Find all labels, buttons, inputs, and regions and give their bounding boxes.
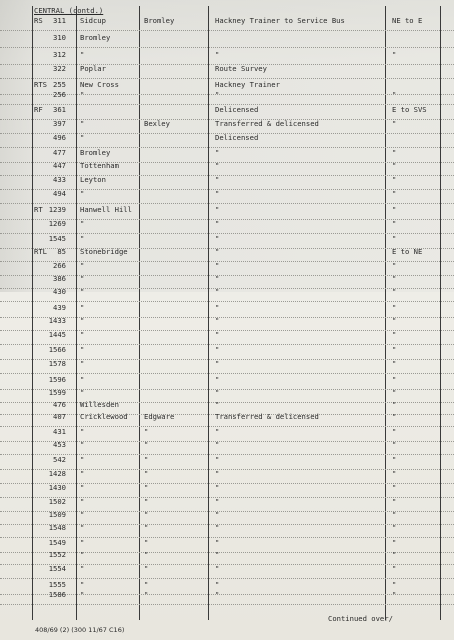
code-cell: " [392, 205, 397, 214]
fleet-number: 1554 [48, 564, 66, 573]
transfer-to-cell: " [144, 427, 149, 436]
remarks-cell: " [215, 148, 220, 157]
transfer-to-cell: " [144, 483, 149, 492]
fleet-number: 311 [53, 16, 66, 25]
remarks-cell: " [215, 234, 220, 243]
garage-cell: Bromley [80, 148, 111, 157]
garage-cell: " [80, 590, 85, 599]
garage-cell: " [80, 580, 85, 589]
transfer-to-cell: " [144, 538, 149, 547]
fleet-number: 1445 [48, 330, 66, 339]
code-cell: " [392, 412, 397, 421]
fleet-number: 1599 [48, 388, 66, 397]
code-cell: " [392, 330, 397, 339]
fleet-number: 453 [53, 440, 66, 449]
vehicle-class: RS [34, 16, 43, 25]
remarks-cell: " [215, 50, 220, 59]
code-cell: " [392, 427, 397, 436]
remarks-cell: " [215, 483, 220, 492]
transfer-to-cell: " [144, 440, 149, 449]
garage-cell: Stonebridge [80, 247, 128, 256]
garage-cell: " [80, 483, 85, 492]
transfer-to-cell: " [144, 564, 149, 573]
code-cell: " [392, 50, 397, 59]
vehicle-class: RTL [34, 247, 47, 256]
code-cell: " [392, 90, 397, 99]
code-cell: " [392, 287, 397, 296]
garage-cell: " [80, 50, 85, 59]
garage-cell: " [80, 345, 85, 354]
fleet-number: 1578 [48, 359, 66, 368]
fleet-number: 1545 [48, 234, 66, 243]
code-cell: E to SVS [392, 105, 427, 114]
garage-cell: " [80, 133, 85, 142]
code-cell: " [392, 590, 397, 599]
remarks-cell: Transferred & delicensed [215, 119, 319, 128]
transfer-to-cell: " [144, 469, 149, 478]
garage-cell: " [80, 189, 85, 198]
remarks-cell: " [215, 205, 220, 214]
remarks-cell: Hackney Trainer [215, 80, 280, 89]
code-cell: " [392, 469, 397, 478]
transfer-to-cell: Bromley [144, 16, 175, 25]
remarks-cell: " [215, 440, 220, 449]
remarks-cell: " [215, 590, 220, 599]
fleet-number: 1430 [48, 483, 66, 492]
code-cell: " [392, 483, 397, 492]
code-cell: E to NE [392, 247, 423, 256]
fleet-number: 361 [53, 105, 66, 114]
garage-cell: " [80, 497, 85, 506]
vehicle-class: RT [34, 205, 43, 214]
vehicle-class: RTS [34, 80, 47, 89]
code-cell: " [392, 261, 397, 270]
remarks-cell: Route Survey [215, 64, 267, 73]
code-cell: " [392, 303, 397, 312]
code-cell: " [392, 400, 397, 409]
code-cell: " [392, 148, 397, 157]
vehicle-class: RF [34, 105, 43, 114]
fleet-number: 1428 [48, 469, 66, 478]
remarks-cell: Hackney Trainer to Service Bus [215, 16, 345, 25]
code-cell: " [392, 234, 397, 243]
code-cell: " [392, 564, 397, 573]
garage-cell: " [80, 90, 85, 99]
code-cell: " [392, 497, 397, 506]
table-row [0, 13, 454, 31]
code-cell: NE to E [392, 16, 423, 25]
garage-cell: " [80, 119, 85, 128]
fleet-number: 1502 [48, 497, 66, 506]
garage-cell: Leyton [80, 175, 106, 184]
fleet-number: 407 [53, 412, 66, 421]
fleet-number: 1586 [48, 590, 66, 599]
remarks-cell: " [215, 538, 220, 547]
code-cell: " [392, 219, 397, 228]
remarks-cell: " [215, 375, 220, 384]
fleet-number: 312 [53, 50, 66, 59]
fleet-number: 542 [53, 455, 66, 464]
garage-cell: " [80, 388, 85, 397]
fleet-number: 477 [53, 148, 66, 157]
fleet-number: 266 [53, 261, 66, 270]
code-cell: " [392, 580, 397, 589]
remarks-cell: " [215, 303, 220, 312]
fleet-number: 1433 [48, 316, 66, 325]
remarks-cell: " [215, 510, 220, 519]
code-cell: " [392, 388, 397, 397]
garage-cell: Bromley [80, 33, 111, 42]
remarks-cell: " [215, 287, 220, 296]
fleet-number: 386 [53, 274, 66, 283]
code-cell: " [392, 345, 397, 354]
code-cell: " [392, 274, 397, 283]
garage-cell: " [80, 440, 85, 449]
garage-cell: " [80, 427, 85, 436]
code-cell: " [392, 359, 397, 368]
fleet-number: 433 [53, 175, 66, 184]
table-row [0, 30, 454, 48]
remarks-cell: Delicensed [215, 133, 259, 142]
code-cell: " [392, 119, 397, 128]
remarks-cell: " [215, 580, 220, 589]
garage-cell: " [80, 523, 85, 532]
garage-cell: " [80, 564, 85, 573]
remarks-cell: " [215, 455, 220, 464]
remarks-cell: " [215, 523, 220, 532]
transfer-to-cell: Edgware [144, 412, 175, 421]
remarks-cell: " [215, 564, 220, 573]
transfer-to-cell: " [144, 580, 149, 589]
transfer-to-cell: " [144, 590, 149, 599]
section-heading: CENTRAL (contd.) [34, 6, 104, 15]
code-cell: " [392, 538, 397, 547]
transfer-to-cell: " [144, 510, 149, 519]
garage-cell: Poplar [80, 64, 106, 73]
remarks-cell: " [215, 274, 220, 283]
fleet-number: 397 [53, 119, 66, 128]
remarks-cell: " [215, 497, 220, 506]
garage-cell: " [80, 455, 85, 464]
garage-cell: " [80, 510, 85, 519]
garage-cell: Cricklewood [80, 412, 128, 421]
remarks-cell: " [215, 330, 220, 339]
code-cell: " [392, 455, 397, 464]
garage-cell: " [80, 550, 85, 559]
garage-cell: Hanwell Hill [80, 205, 132, 214]
fleet-number: 310 [53, 33, 66, 42]
form-reference: 408/69 (2) (300 11/67 C16) [35, 626, 125, 634]
garage-cell: " [80, 359, 85, 368]
remarks-cell: " [215, 359, 220, 368]
remarks-cell: " [215, 247, 220, 256]
garage-cell: Tottenham [80, 161, 119, 170]
code-cell: " [392, 550, 397, 559]
garage-cell: " [80, 469, 85, 478]
garage-cell: " [80, 261, 85, 270]
garage-cell: New Cross [80, 80, 119, 89]
fleet-number: 85 [57, 247, 66, 256]
fleet-number: 1596 [48, 375, 66, 384]
remarks-cell: " [215, 90, 220, 99]
fleet-number: 1549 [48, 538, 66, 547]
remarks-cell: Delicensed [215, 105, 259, 114]
fleet-number: 1555 [48, 580, 66, 589]
code-cell: " [392, 161, 397, 170]
table-row [0, 587, 454, 605]
remarks-cell: " [215, 427, 220, 436]
fleet-number: 255 [53, 80, 66, 89]
fleet-number: 494 [53, 189, 66, 198]
garage-cell: " [80, 219, 85, 228]
garage-cell: Willesden [80, 400, 119, 409]
fleet-number: 1239 [48, 205, 66, 214]
transfer-to-cell: " [144, 455, 149, 464]
remarks-cell: " [215, 261, 220, 270]
continued-note: Continued over/ [328, 614, 393, 623]
garage-cell: " [80, 316, 85, 325]
garage-cell: " [80, 274, 85, 283]
code-cell: " [392, 189, 397, 198]
garage-cell: " [80, 234, 85, 243]
remarks-cell: " [215, 316, 220, 325]
remarks-cell: " [215, 345, 220, 354]
remarks-cell: " [215, 161, 220, 170]
transfer-to-cell: " [144, 497, 149, 506]
fleet-number: 431 [53, 427, 66, 436]
garage-cell: Sidcup [80, 16, 106, 25]
remarks-cell: " [215, 175, 220, 184]
code-cell: " [392, 523, 397, 532]
transfer-to-cell: Bexley [144, 119, 170, 128]
code-cell: " [392, 510, 397, 519]
garage-cell: " [80, 375, 85, 384]
fleet-number: 430 [53, 287, 66, 296]
fleet-number: 1552 [48, 550, 66, 559]
fleet-number: 322 [53, 64, 66, 73]
fleet-number: 1269 [48, 219, 66, 228]
fleet-number: 439 [53, 303, 66, 312]
remarks-cell: " [215, 189, 220, 198]
fleet-number: 1548 [48, 523, 66, 532]
remarks-cell: " [215, 219, 220, 228]
fleet-number: 256 [53, 90, 66, 99]
fleet-number: 476 [53, 400, 66, 409]
transfer-to-cell: " [144, 550, 149, 559]
code-cell: " [392, 316, 397, 325]
code-cell: " [392, 175, 397, 184]
garage-cell: " [80, 287, 85, 296]
transfer-to-cell: " [144, 523, 149, 532]
remarks-cell: " [215, 400, 220, 409]
fleet-number: 1509 [48, 510, 66, 519]
remarks-cell: " [215, 550, 220, 559]
garage-cell: " [80, 303, 85, 312]
remarks-cell: Transferred & delicensed [215, 412, 319, 421]
remarks-cell: " [215, 388, 220, 397]
code-cell: " [392, 375, 397, 384]
garage-cell: " [80, 330, 85, 339]
fleet-number: 496 [53, 133, 66, 142]
fleet-number: 447 [53, 161, 66, 170]
garage-cell: " [80, 538, 85, 547]
fleet-number: 1566 [48, 345, 66, 354]
code-cell: " [392, 440, 397, 449]
remarks-cell: " [215, 469, 220, 478]
